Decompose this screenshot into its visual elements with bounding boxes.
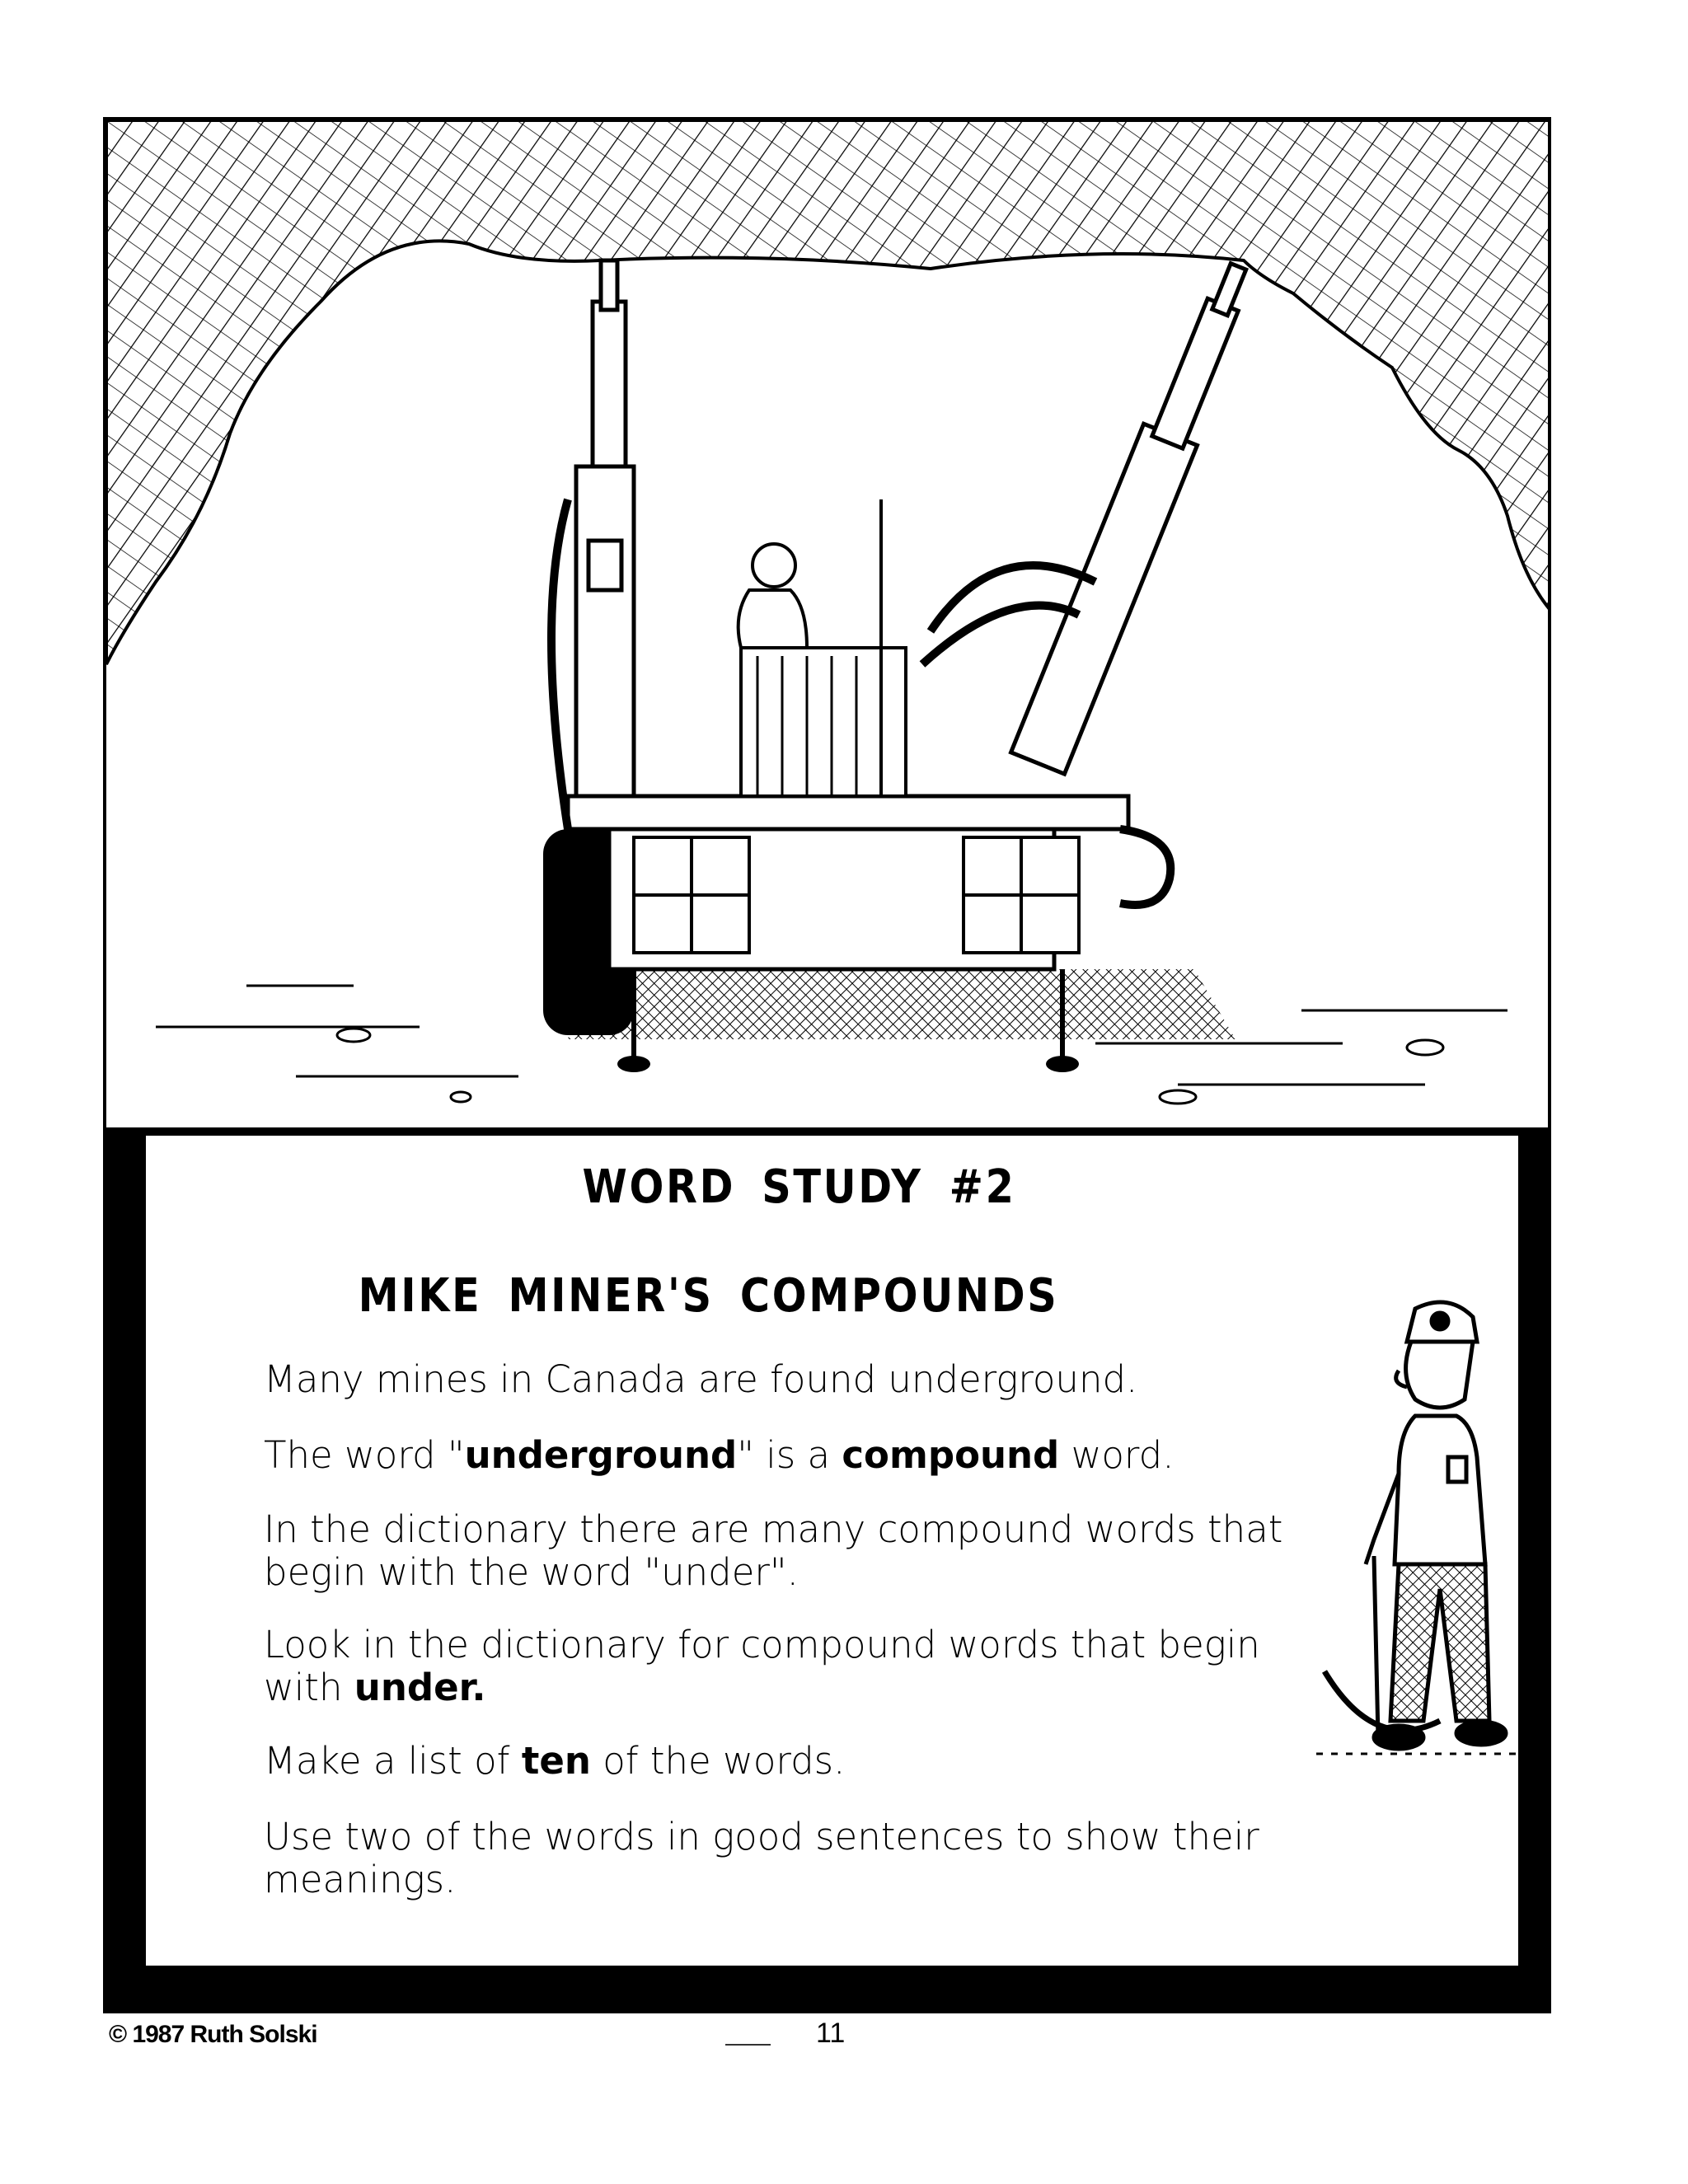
paragraph-text: Use two of the words in good sentences to show their meanings. <box>264 1815 1259 1901</box>
paragraph-text: word. <box>1059 1433 1175 1477</box>
paragraph-text: Many mines in Canada are found underground. <box>264 1357 1138 1401</box>
paragraph-4 <box>264 1624 1302 1709</box>
worksheet-subtitle: MIKE MINER'S COMPOUNDS <box>358 1269 1059 1323</box>
page-number: 11 <box>816 2018 846 2049</box>
paragraph-text: Make a list of <box>264 1739 522 1783</box>
paragraph-text: " is a <box>737 1433 842 1477</box>
paragraph-text: of the words. <box>590 1739 846 1783</box>
paragraph-6 <box>264 1816 1302 1901</box>
paragraph-5 <box>264 1740 1418 1783</box>
paragraph-text: In the dictionary there are many compound words that begin with the word "under". <box>264 1507 1283 1594</box>
bold-word: under. <box>354 1666 486 1709</box>
paragraph-1 <box>264 1358 1418 1401</box>
drill-rig-illustration <box>106 120 1551 1131</box>
paragraph-text: Look in the dictionary for compound words that begin with <box>264 1623 1260 1709</box>
bold-word: underground <box>464 1433 738 1477</box>
bold-word: ten <box>521 1739 591 1783</box>
bold-word: compound <box>842 1433 1060 1477</box>
worksheet-title: WORD STUDY #2 <box>582 1160 1016 1214</box>
mine-illustration <box>103 117 1551 1131</box>
copyright-notice: © 1987 Ruth Solski <box>109 2021 317 2048</box>
footer-rule <box>725 2044 771 2046</box>
worksheet-panel <box>103 1131 1551 2013</box>
paragraph-2 <box>264 1434 1418 1477</box>
paragraph-3 <box>264 1508 1302 1594</box>
paragraph-text: The word " <box>264 1433 465 1477</box>
miner-illustration <box>1308 1292 1555 1787</box>
